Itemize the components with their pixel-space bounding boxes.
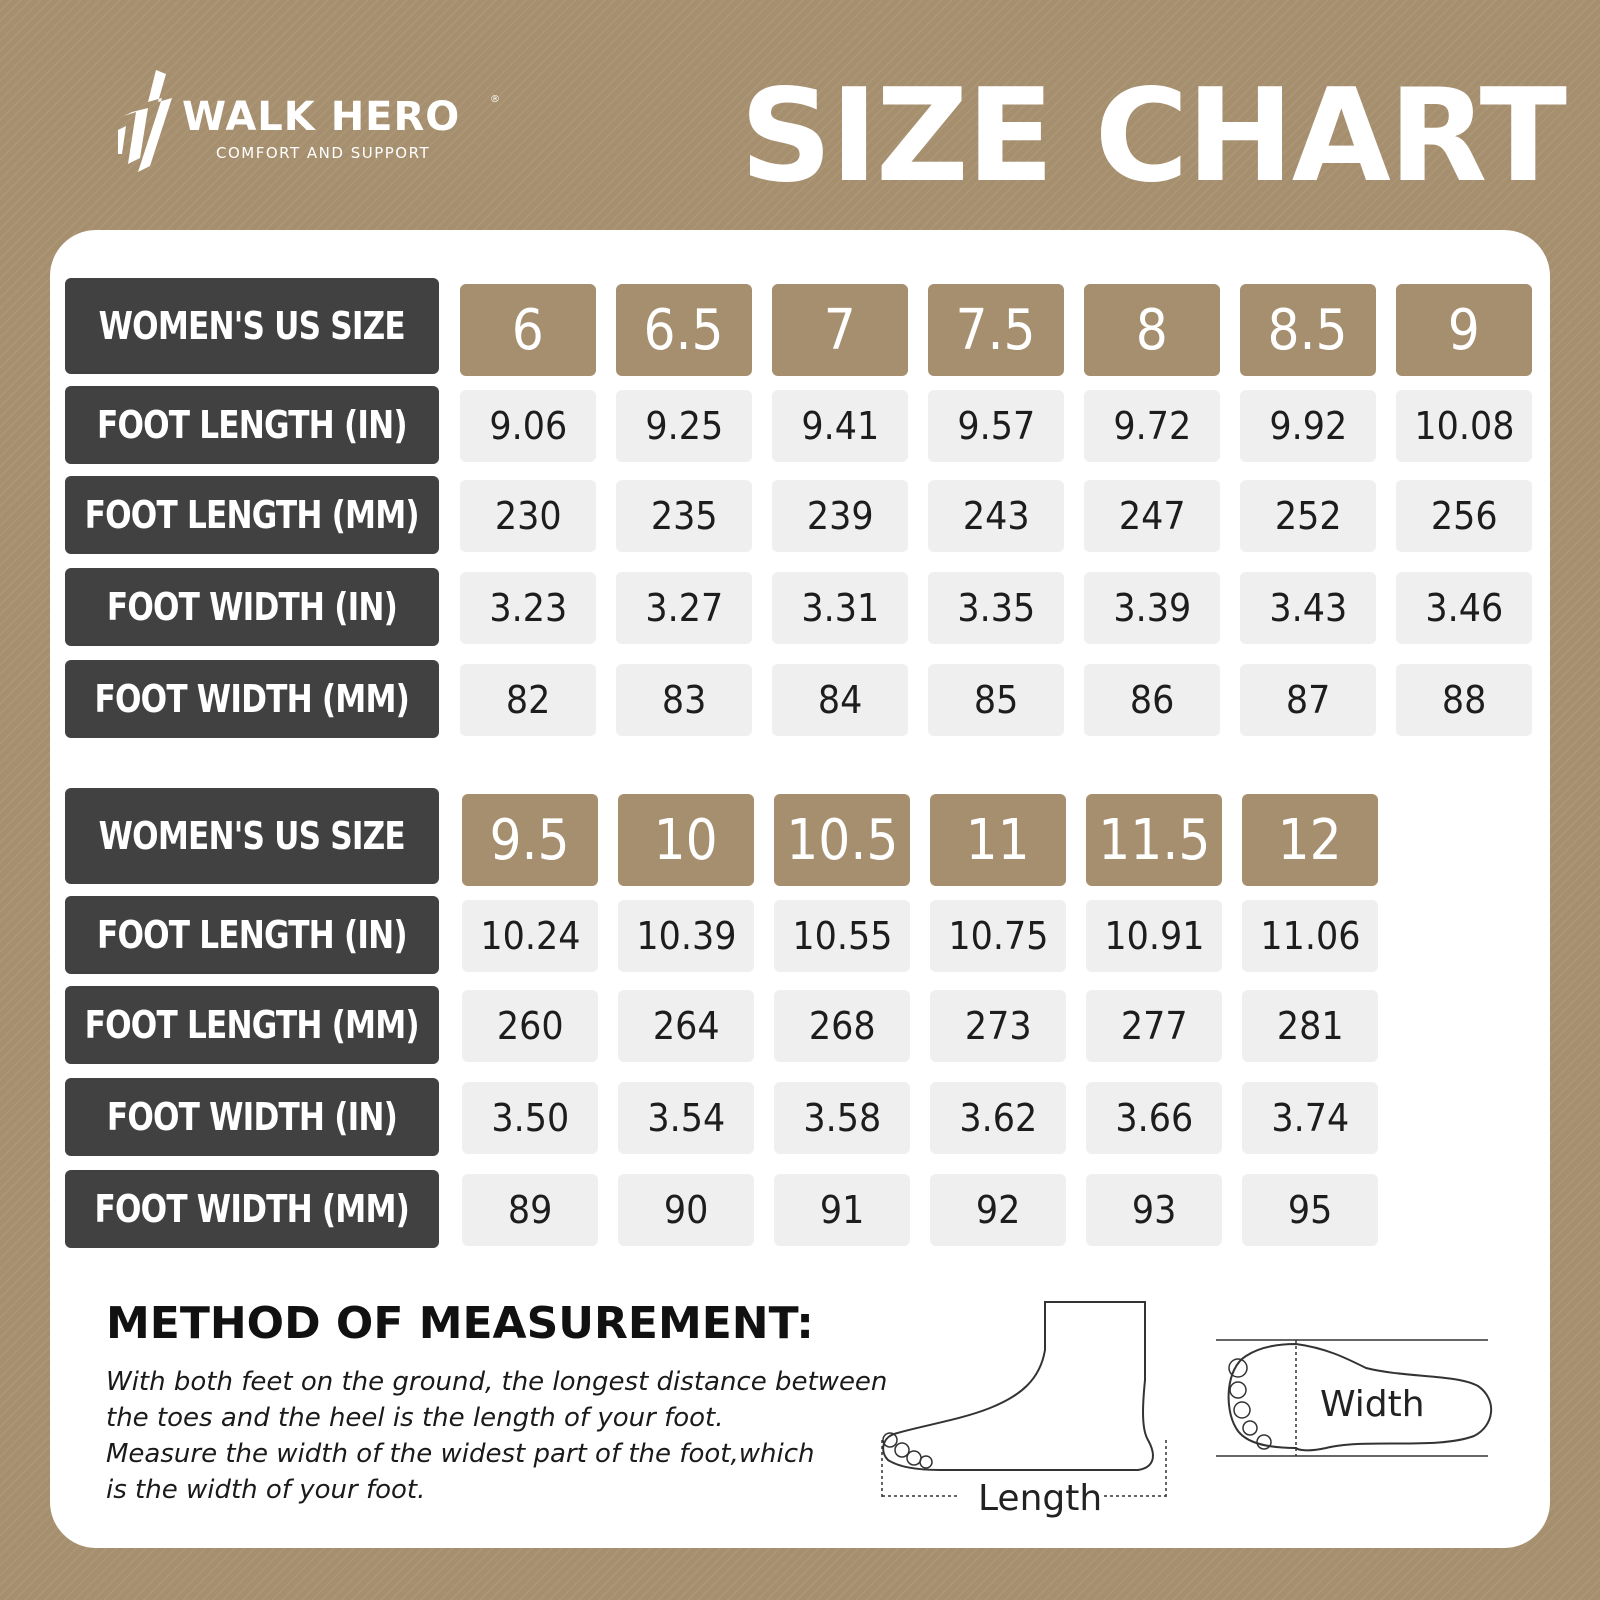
size-cell xyxy=(1396,284,1532,376)
value-cell xyxy=(1240,480,1376,552)
value-cell xyxy=(1086,990,1222,1062)
value-cell xyxy=(928,664,1064,736)
row-label xyxy=(65,986,439,1064)
value-cell xyxy=(1396,390,1532,462)
size-cell xyxy=(462,794,598,886)
foot-length-in-row-value: 10.24 xyxy=(479,914,581,958)
value-cell xyxy=(616,572,752,644)
foot-width-mm-row-value: 88 xyxy=(1441,678,1487,722)
foot-length-in-row-value: 9.41 xyxy=(801,404,879,448)
foot-length-in-row-value: 11.06 xyxy=(1259,914,1361,958)
foot-length-in-row-value: 9.25 xyxy=(645,404,723,448)
size-cell xyxy=(616,284,752,376)
foot-width-mm-row-value: 85 xyxy=(973,678,1019,722)
value-cell xyxy=(930,900,1066,972)
brand-logo xyxy=(118,68,518,180)
foot-width-mm-row-value: 93 xyxy=(1131,1188,1177,1232)
value-cell xyxy=(1240,572,1376,644)
value-cell xyxy=(1396,572,1532,644)
value-cell xyxy=(616,390,752,462)
size-row-value: 10 xyxy=(653,807,719,873)
value-cell xyxy=(1396,664,1532,736)
row-label xyxy=(65,660,439,738)
size-cell xyxy=(928,284,1064,376)
value-cell xyxy=(460,572,596,644)
foot-width-in-row-value: 3.43 xyxy=(1269,586,1347,630)
value-cell xyxy=(928,390,1064,462)
brand-name: WALK HERO xyxy=(182,94,461,140)
brand-tagline: COMFORT AND SUPPORT xyxy=(216,144,431,162)
value-cell xyxy=(774,1174,910,1246)
value-cell xyxy=(1086,1174,1222,1246)
row-label xyxy=(65,788,439,884)
value-cell xyxy=(1240,390,1376,462)
foot-width-in-row-value: 3.54 xyxy=(647,1096,725,1140)
foot-length-in-row-value: 9.72 xyxy=(1113,404,1191,448)
foot-length-mm-row-value: 264 xyxy=(652,1004,720,1048)
foot-length-in-row-value: 9.57 xyxy=(957,404,1035,448)
value-cell xyxy=(460,480,596,552)
row-label-text: FOOT LENGTH (MM) xyxy=(84,493,420,537)
size-row-value: 11 xyxy=(965,807,1031,873)
value-cell xyxy=(1242,1082,1378,1154)
value-cell xyxy=(1242,900,1378,972)
value-cell xyxy=(930,990,1066,1062)
size-cell xyxy=(1240,284,1376,376)
row-label-text: FOOT WIDTH (MM) xyxy=(94,677,410,721)
foot-length-in-row-value: 10.08 xyxy=(1413,404,1515,448)
size-row-value: 6.5 xyxy=(643,297,725,363)
value-cell xyxy=(772,664,908,736)
size-row-value: 10.5 xyxy=(785,807,899,873)
value-cell xyxy=(1084,572,1220,644)
value-cell xyxy=(1086,900,1222,972)
foot-length-in-row-value: 10.75 xyxy=(947,914,1049,958)
width-label: Width xyxy=(1320,1384,1425,1425)
foot-width-mm-row-value: 84 xyxy=(817,678,863,722)
foot-width-in-row-value: 3.58 xyxy=(803,1096,881,1140)
foot-width-mm-row-value: 83 xyxy=(661,678,707,722)
row-label-text: FOOT WIDTH (MM) xyxy=(94,1187,410,1231)
registered-mark: ® xyxy=(490,94,500,105)
foot-width-mm-row-value: 92 xyxy=(975,1188,1021,1232)
foot-width-mm-row-value: 89 xyxy=(507,1188,553,1232)
walk-hero-logo-icon xyxy=(118,68,182,180)
size-row-value: 8.5 xyxy=(1267,297,1349,363)
foot-length-mm-row-value: 230 xyxy=(494,494,562,538)
value-cell xyxy=(1242,1174,1378,1246)
foot-length-in-row-value: 9.92 xyxy=(1269,404,1347,448)
row-label-text: FOOT LENGTH (MM) xyxy=(84,1003,420,1047)
value-cell xyxy=(462,900,598,972)
method-heading: METHOD OF MEASUREMENT: xyxy=(106,1298,814,1349)
value-cell xyxy=(930,1082,1066,1154)
foot-width-mm-row-value: 95 xyxy=(1287,1188,1333,1232)
row-label xyxy=(65,1170,439,1248)
row-label xyxy=(65,568,439,646)
size-cell xyxy=(1242,794,1378,886)
foot-length-mm-row-value: 268 xyxy=(808,1004,876,1048)
size-cell xyxy=(1086,794,1222,886)
foot-length-in-row-value: 9.06 xyxy=(489,404,567,448)
method-description xyxy=(106,1364,936,1508)
length-label: Length xyxy=(978,1478,1103,1519)
size-row-value: 11.5 xyxy=(1097,807,1211,873)
foot-length-mm-row-value: 247 xyxy=(1118,494,1186,538)
value-cell xyxy=(928,480,1064,552)
size-row-value: 7.5 xyxy=(955,297,1037,363)
foot-width-mm-row-value: 90 xyxy=(663,1188,709,1232)
row-label xyxy=(65,278,439,374)
foot-width-in-row-value: 3.31 xyxy=(801,586,879,630)
size-cell xyxy=(460,284,596,376)
row-label-text: FOOT LENGTH (IN) xyxy=(97,913,407,957)
value-cell xyxy=(462,1174,598,1246)
value-cell xyxy=(1084,664,1220,736)
foot-width-in-row-value: 3.66 xyxy=(1115,1096,1193,1140)
foot-width-in-row-value: 3.23 xyxy=(489,586,567,630)
foot-width-in-row-value: 3.50 xyxy=(491,1096,569,1140)
value-cell xyxy=(1086,1082,1222,1154)
size-row-value: 12 xyxy=(1277,807,1343,873)
value-cell xyxy=(460,664,596,736)
foot-length-mm-row-value: 277 xyxy=(1120,1004,1188,1048)
foot-length-in-row-value: 10.39 xyxy=(635,914,737,958)
method-line: is the width of your foot. xyxy=(106,1475,426,1505)
method-line: the toes and the heel is the length of your foot. xyxy=(106,1403,724,1433)
foot-width-in-row-value: 3.62 xyxy=(959,1096,1037,1140)
value-cell xyxy=(774,990,910,1062)
size-cell xyxy=(618,794,754,886)
value-cell xyxy=(618,1082,754,1154)
foot-width-in-row-value: 3.39 xyxy=(1113,586,1191,630)
size-cell xyxy=(774,794,910,886)
foot-width-mm-row-value: 82 xyxy=(505,678,551,722)
value-cell xyxy=(616,664,752,736)
row-label-text: WOMEN'S US SIZE xyxy=(98,814,406,858)
size-row-value: 9 xyxy=(1447,297,1481,363)
row-label xyxy=(65,386,439,464)
row-label-text: FOOT WIDTH (IN) xyxy=(106,585,398,629)
row-label-text: WOMEN'S US SIZE xyxy=(98,304,406,348)
value-cell xyxy=(774,1082,910,1154)
row-label-text: FOOT WIDTH (IN) xyxy=(106,1095,398,1139)
size-row-value: 8 xyxy=(1135,297,1169,363)
size-cell xyxy=(772,284,908,376)
value-cell xyxy=(618,1174,754,1246)
size-cell xyxy=(1084,284,1220,376)
row-label-text: FOOT LENGTH (IN) xyxy=(97,403,407,447)
size-cell xyxy=(930,794,1066,886)
value-cell xyxy=(1396,480,1532,552)
value-cell xyxy=(1084,480,1220,552)
foot-length-mm-row-value: 260 xyxy=(496,1004,564,1048)
value-cell xyxy=(618,990,754,1062)
value-cell xyxy=(772,572,908,644)
foot-length-mm-row-value: 273 xyxy=(964,1004,1032,1048)
foot-width-mm-row-value: 86 xyxy=(1129,678,1175,722)
value-cell xyxy=(774,900,910,972)
foot-width-mm-row-value: 91 xyxy=(819,1188,865,1232)
foot-length-mm-row-value: 239 xyxy=(806,494,874,538)
foot-length-mm-row-value: 256 xyxy=(1430,494,1498,538)
value-cell xyxy=(616,480,752,552)
row-label xyxy=(65,1078,439,1156)
foot-length-mm-row-value: 281 xyxy=(1276,1004,1344,1048)
page-title: SIZE CHART xyxy=(740,62,1565,211)
foot-width-in-row-value: 3.35 xyxy=(957,586,1035,630)
foot-width-in-row-value: 3.74 xyxy=(1271,1096,1349,1140)
foot-length-in-row-value: 10.55 xyxy=(791,914,893,958)
value-cell xyxy=(772,480,908,552)
foot-width-in-row-value: 3.27 xyxy=(645,586,723,630)
size-row-value: 7 xyxy=(823,297,857,363)
method-line: Measure the width of the widest part of the foot,which xyxy=(106,1439,815,1469)
value-cell xyxy=(462,1082,598,1154)
method-line: With both feet on the ground, the longest distance between xyxy=(106,1367,888,1397)
foot-length-in-row-value: 10.91 xyxy=(1103,914,1205,958)
foot-length-mm-row-value: 243 xyxy=(962,494,1030,538)
foot-length-mm-row-value: 252 xyxy=(1274,494,1342,538)
value-cell xyxy=(930,1174,1066,1246)
foot-width-mm-row-value: 87 xyxy=(1285,678,1331,722)
value-cell xyxy=(618,900,754,972)
foot-length-mm-row-value: 235 xyxy=(650,494,718,538)
value-cell xyxy=(1240,664,1376,736)
value-cell xyxy=(462,990,598,1062)
value-cell xyxy=(1084,390,1220,462)
value-cell xyxy=(928,572,1064,644)
value-cell xyxy=(460,390,596,462)
value-cell xyxy=(1242,990,1378,1062)
size-row-value: 9.5 xyxy=(489,807,571,873)
value-cell xyxy=(772,390,908,462)
foot-width-in-row-value: 3.46 xyxy=(1425,586,1503,630)
size-row-value: 6 xyxy=(511,297,545,363)
row-label xyxy=(65,476,439,554)
row-label xyxy=(65,896,439,974)
